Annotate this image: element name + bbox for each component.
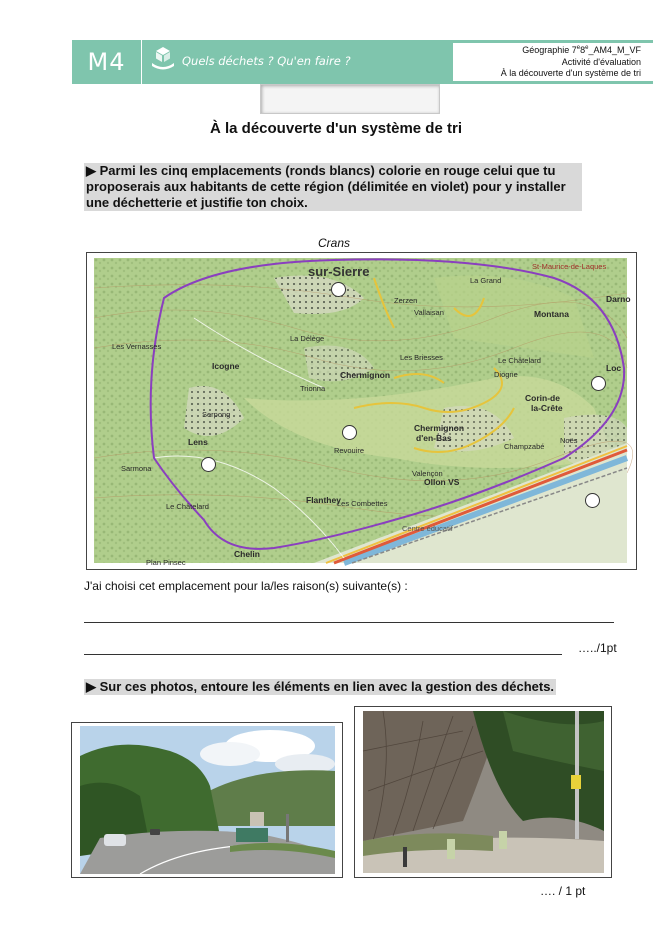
page-title: À la découverte d'un système de tri [210,120,462,137]
map-label-centre: Centre éducatif [402,524,453,533]
photo-road[interactable] [80,726,335,874]
map-label-corin-2: la-Crête [531,403,563,413]
module-code: M4 [72,40,142,84]
topographic-map [94,258,631,567]
task1-instruction: ▶ Parmi les cinq emplacements (ronds blancs) colorie en rouge celui que tu proposerais aux habitants de cette région (délimitée en violet) pour y installer une déchetterie et justifie ton choix. [84,163,582,211]
map-label-noes: Noës [560,436,578,445]
map-label-vallaisan: Vallaisan [414,308,444,317]
map-label-chastelard2: Le Châtelard [498,356,541,365]
map-label-loc: Loc [606,363,622,373]
map-label-combettes: Les Combettes [337,499,388,508]
map-label-grands: La Grand [470,276,502,285]
answer-line-1[interactable] [84,622,614,623]
map-label-chermignon-bas-1: Chermignon [414,423,465,433]
meta-line-1: Géographie 7e8e_AM4_M_VF [522,45,641,55]
location-option-1[interactable] [331,282,346,297]
location-option-4[interactable] [201,457,216,472]
recycle-box-icon [150,45,176,71]
document-meta [453,43,653,81]
map-label-briesses: Les Briesses [400,353,443,362]
map-label-chatelard: Le Châtelard [166,502,209,511]
location-option-5[interactable] [585,493,600,508]
map-label-chermignon: Chermignon [340,370,391,380]
map-label-champzabe: Champzabé [504,442,545,451]
task1-points: …../1pt [578,641,617,655]
map-label-delege: La Délège [290,334,325,343]
map-label-ollon: Ollon VS [424,477,460,487]
map-label-chelin: Chelin [234,549,260,559]
map-label-revouire: Revouire [334,446,365,455]
map-label-vernasses: Les Vernasses [112,342,162,351]
map-label-plan: Plan Pinsec [146,558,186,567]
photo-path[interactable] [363,711,604,873]
map-label-serpong: Serpong [202,410,231,419]
map-label-icogne: Icogne [212,361,240,371]
task2-points: …. / 1 pt [540,884,586,898]
map-label-stmaurice: St-Maurice-de-Laques [532,262,607,271]
map-label-diogne: Diogne [494,370,518,379]
map-label-trionna: Trionna [300,384,326,393]
meta-line-3: À la découverte d'un système de tri [500,68,641,78]
map-label-darnona: Darno [606,294,631,304]
map-label-valencon: Valençon [412,469,443,478]
photo-road-image [80,726,335,874]
map-label-montana: Montana [534,309,569,319]
header-banner [72,40,653,84]
map-label-lens: Lens [188,437,208,447]
reason-prompt: J'ai choisi cet emplacement pour la/les raison(s) suivante(s) : [84,579,408,593]
map-label-chermignon-bas-2: d'en-Bas [416,433,452,443]
map-label-flanthey: Flanthey [306,495,341,505]
location-option-3[interactable] [342,425,357,440]
answer-line-2[interactable] [84,654,562,655]
module-subtitle: Quels déchets ? Qu'en faire ? [182,54,351,68]
map-label-sierre: sur-Sierre [308,264,370,279]
map-label-sarmona: Sarmona [121,464,152,473]
location-option-2[interactable] [591,376,606,391]
meta-line-2: Activité d'évaluation [561,56,641,67]
student-name-field[interactable] [260,84,440,114]
map-title: Crans [318,236,351,250]
map-label-corin-1: Corin-de [525,393,560,403]
task2-instruction: ▶ Sur ces photos, entoure les éléments en lien avec la gestion des déchets. [86,679,555,694]
map-label-zerzen: Zerzen [394,296,418,305]
photo-path-image [363,711,604,873]
